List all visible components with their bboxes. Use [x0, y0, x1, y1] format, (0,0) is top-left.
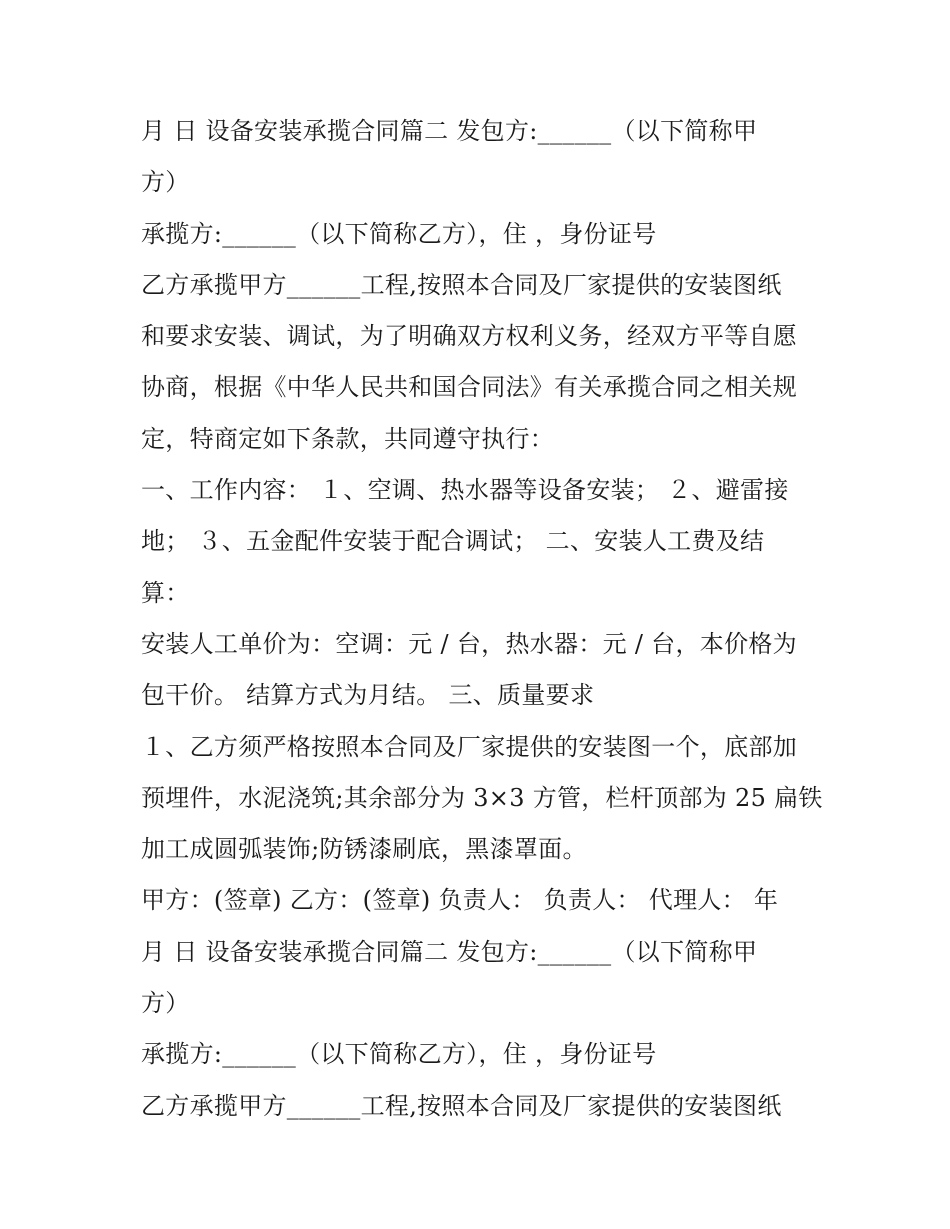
- text-line: 定，特商定如下条款，共同遵守执行：: [141, 424, 555, 453]
- text-line: 承揽方:______（以下简称乙方），住 ，身份证号: [141, 219, 657, 248]
- text-line: 地； ３、五金配件安装于配合调试； 二、安装人工费及结: [141, 527, 765, 556]
- text-line: 甲方：(签章) 乙方：(签章) 负责人： 负责人： 代理人： 年: [141, 886, 779, 915]
- contract-text: [141, 106, 821, 1132]
- text-line: 安装人工单价为：空调：元 / 台，热水器：元 / 台，本价格为: [141, 629, 797, 658]
- text-line: 月 日 设备安装承揽合同篇二 发包方:______（以下简称甲: [141, 937, 758, 966]
- text-line: 和要求安装、调试，为了明确双方权利义务，经双方平等自愿: [141, 322, 798, 351]
- text-line: 方）: [141, 989, 190, 1018]
- text-line: 方）: [141, 168, 190, 197]
- text-line: 承揽方:______（以下简称乙方），住 ，身份证号: [141, 1040, 657, 1069]
- text-line: １、乙方须严格按照本合同及厂家提供的安装图一个，底部加: [141, 732, 798, 761]
- text-line: 预埋件，水泥浇筑;其余部分为 3×3 方管，栏杆顶部为 25 扁铁: [141, 783, 823, 812]
- text-line: 加工成圆弧装饰;防锈漆刷底，黑漆罩面。: [141, 835, 587, 864]
- text-line: 乙方承揽甲方______工程,按照本合同及厂家提供的安装图纸: [141, 1091, 782, 1120]
- text-line: 一、工作内容： １、空调、热水器等设备安装； ２、避雷接: [141, 476, 789, 505]
- text-line: 包干价。 结算方式为月结。 三、质量要求: [141, 681, 595, 710]
- text-line: 算：: [141, 578, 190, 607]
- text-line: 乙方承揽甲方______工程,按照本合同及厂家提供的安装图纸: [141, 270, 782, 299]
- text-line: 月 日 设备安装承揽合同篇二 发包方:______（以下简称甲: [141, 117, 758, 145]
- text-line: 协商，根据《中华人民共和国合同法》有关承揽合同之相关规: [141, 373, 798, 402]
